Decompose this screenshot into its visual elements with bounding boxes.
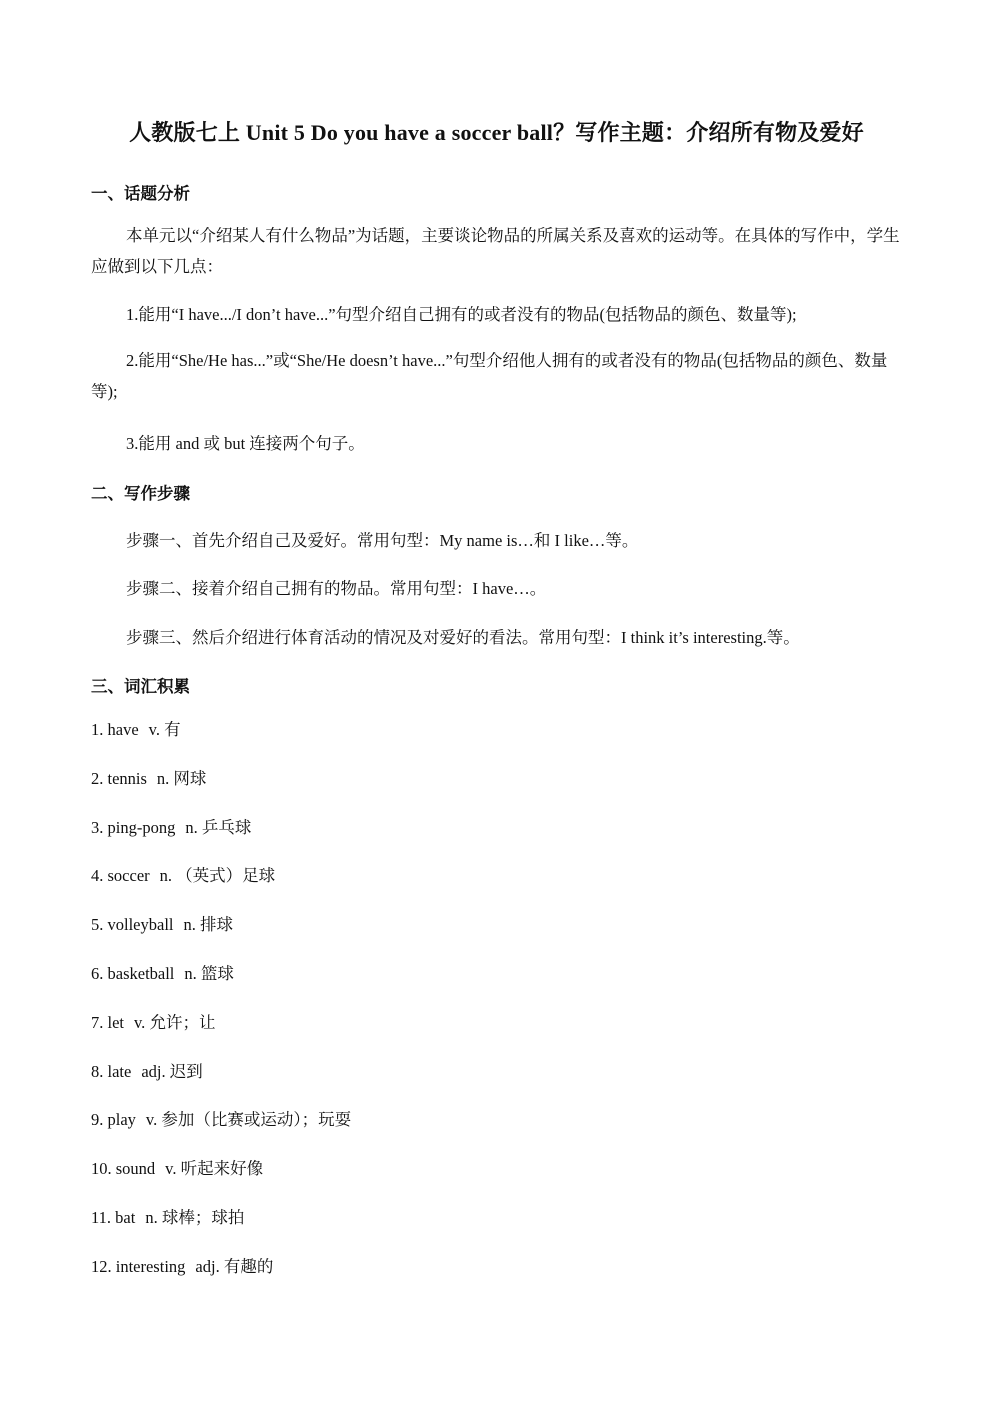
vocab-item: 6. basketball n. 篮球 (91, 963, 234, 983)
page-title: 人教版七上 Unit 5 Do you have a soccer ball？写作主题：介绍所有物及爱好 (129, 120, 864, 145)
point-1: 1.能用“I have.../I don’t have...”句型介绍自己拥有的或者没有的物品(包括物品的颜色、数量等); (126, 305, 797, 324)
vocab-item: 8. late adj. 迟到 (91, 1061, 203, 1081)
section-heading-topic-analysis: 一、话题分析 (91, 184, 190, 203)
vocab-item: 4. soccer n. （英式）足球 (91, 866, 276, 886)
topic-intro-paragraph: 本单元以“介绍某人有什么物品”为话题，主要谈论物品的所属关系及喜欢的运动等。在具体的写作中，学生应做到以下几点： (91, 226, 900, 276)
step-1: 步骤一、首先介绍自己及爱好。常用句型：My name is…和 I like…等。 (126, 531, 639, 550)
vocab-item: 10. sound v. 听起来好像 (91, 1159, 264, 1179)
vocabulary-list (91, 719, 351, 1305)
vocab-item: 5. volleyball n. 排球 (91, 915, 233, 935)
point-3: 3.能用 and 或 but 连接两个句子。 (126, 434, 365, 453)
section-heading-writing-steps: 二、写作步骤 (91, 484, 190, 503)
section-heading-vocabulary: 三、词汇积累 (91, 677, 190, 696)
vocab-item: 9. play v. 参加（比赛或运动）；玩耍 (91, 1110, 352, 1130)
point-2: 2.能用“She/He has...”或“She/He doesn’t have...”句型介绍他人拥有的或者没有的物品(包括物品的颜色、数量等); (91, 351, 888, 401)
step-2: 步骤二、接着介绍自己拥有的物品。常用句型：I have…。 (126, 579, 547, 598)
vocab-item: 1. have v. 有 (91, 720, 181, 739)
step-3: 步骤三、然后介绍进行体育活动的情况及对爱好的看法。常用句型：I think it’s interesting.等。 (126, 628, 800, 647)
vocab-item: 11. bat n. 球棒；球拍 (91, 1207, 245, 1227)
vocab-item: 12. interesting adj. 有趣的 (91, 1256, 274, 1276)
vocab-item: 3. ping-pong n. 乒乓球 (91, 817, 252, 837)
vocab-item: 7. let v. 允许；让 (91, 1012, 216, 1032)
vocab-item: 2. tennis n. 网球 (91, 768, 207, 788)
